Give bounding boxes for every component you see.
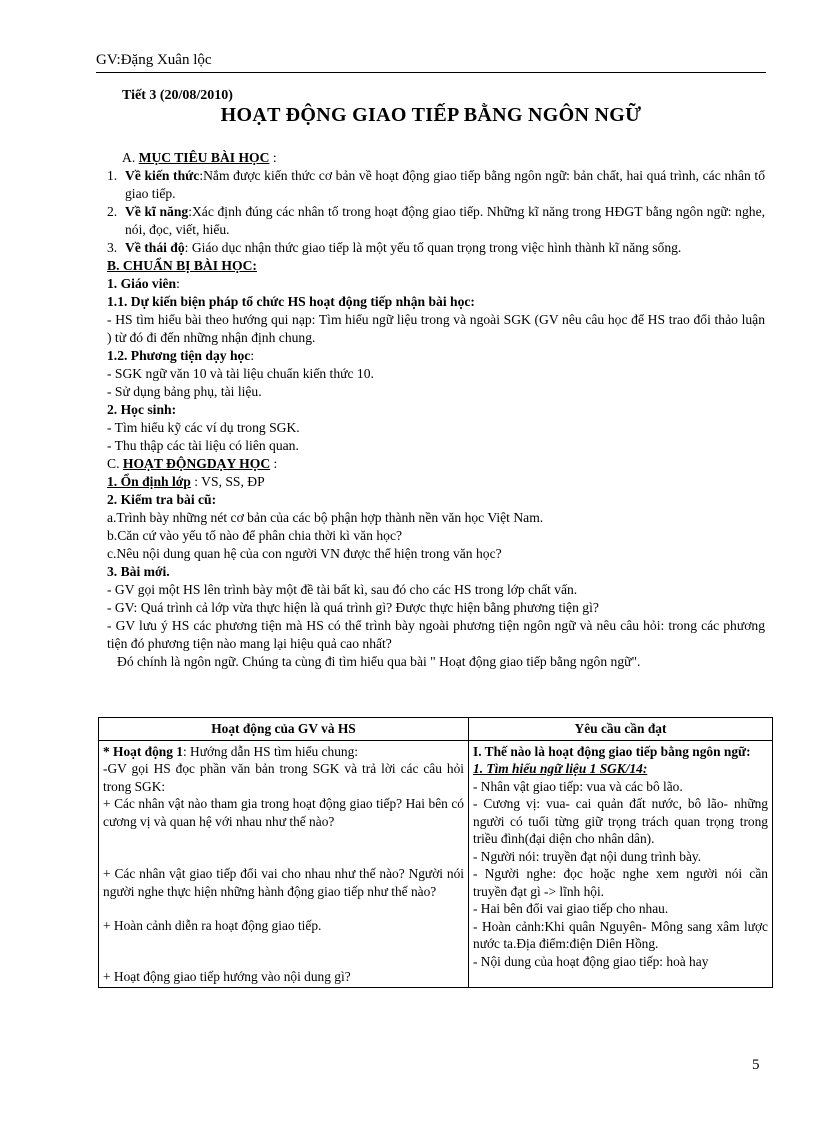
objective-item: 1. Về kiến thức:Nắm được kiến thức cơ bản về hoạt động giao tiếp bằng ngôn ngữ: bản chất, hai quá trình, các nhân tố giao tiếp.: [107, 168, 765, 201]
activities-cell: * Hoạt động 1: Hướng dẫn HS tìm hiểu chung: -GV gọi HS đọc phần văn bản trong SGK và trả lời các câu hỏi trong SGK: + Các nhân vật nào tham gia trong hoạt động giao tiếp? Hai bên có cương vị và quan hệ với nhau như thế nào? + Các nhân vật giao tiếp đổi vai cho nhau như thế nào? Người nói người nghe thực hiện những hành động giao tiếp như thế nào? + Hoàn cảnh diễn ra hoạt động giao tiếp. + Hoạt động giao tiếp hướng vào nội dung gì?: [99, 740, 469, 988]
table-header-row: [99, 718, 773, 741]
page-number: 5: [752, 1057, 760, 1073]
list-item: - SGK ngữ văn 10 và tài liệu chuẩn kiến thức 10.: [107, 366, 374, 381]
table-row: [99, 740, 773, 988]
step-1: 1. Ổn định lớp : VS, SS, ĐP: [107, 474, 265, 489]
list-item: - GV: Quá trình cả lớp vừa thực hiện là quá trình gì? Được thực hiện bằng phương tiện gì?: [107, 600, 599, 615]
header-teacher: GV:Đặng Xuân lộc: [96, 52, 212, 68]
list-item: - Thu thập các tài liệu có liên quan.: [107, 438, 299, 453]
header-divider: [96, 72, 766, 73]
section-b-heading: B. CHUẨN BỊ BÀI HỌC:: [107, 258, 257, 273]
page-title: HOẠT ĐỘNG GIAO TIẾP BẰNG NGÔN NGỮ: [220, 104, 642, 126]
list-item: - GV gọi một HS lên trình bày một đề tài bất kì, sau đó cho các HS trong lớp chất vấn.: [107, 582, 578, 597]
activity-table: [98, 717, 773, 988]
list-item: - Tìm hiểu kỹ các ví dụ trong SGK.: [107, 420, 300, 435]
teacher-heading: 1. Giáo viên:: [107, 276, 180, 291]
section-c-heading: C. HOẠT ĐỘNGDẠY HỌC :: [107, 456, 278, 471]
list-item: c.Nêu nội dung quan hệ của con người VN được thể hiện trong văn học?: [107, 546, 502, 561]
objective-item: 2. Về kĩ năng:Xác định đúng các nhân tố trong hoạt động giao tiếp. Những kĩ năng trong HĐGT bằng ngôn ngữ: nghe, nói, đọc, viết, hiểu.: [107, 204, 766, 237]
list-item: - GV lưu ý HS các phương tiện mà HS có thể trình bày ngoài phương tiện ngôn ngữ và nêu câu hỏi: trong các phương tiện đó phương tiện nào mang lại hiệu quả cao nhất?: [107, 618, 765, 651]
step-2-heading: 2. Kiểm tra bài cũ:: [107, 492, 217, 507]
objective-item: 3. Về thái độ: Giáo dục nhận thức giao tiếp là một yếu tố quan trọng trong việc hình thành kĩ năng sống.: [107, 240, 682, 255]
lesson-label: Tiết 3 (20/08/2010): [122, 88, 233, 103]
col-header-activities: Hoạt động của GV và HS: [99, 718, 469, 741]
requirements-cell: I. Thế nào là hoạt động giao tiếp bằng ngôn ngữ: 1. Tìm hiểu ngữ liệu 1 SGK/14: - Nhân vật giao tiếp: vua và các bô lão. - Cương vị: vua- cai quản đất nước, bô lão- những người có tuổi từng giữ trọng trách quan trọng trong triều đình(đại diện cho nhân dân). - Người nói: truyền đạt nội dung trình bày. - Người nghe: đọc hoặc nghe xem người nói cần truyền đạt gì -> lĩnh hội. - Hai bên đổi vai giao tiếp cho nhau. - Hoàn cảnh:Khi quân Nguyên- Mông sang xâm lược nước ta.Địa điểm:điện Diên Hồng. - Nội dung của hoạt động giao tiếp: hoà hay: [469, 740, 773, 988]
list-item: a.Trình bày những nét cơ bản của các bộ phận hợp thành nền văn học Việt Nam.: [107, 510, 544, 525]
section-a-heading: A. MỤC TIÊU BÀI HỌC :: [122, 150, 277, 165]
step-3-heading: 3. Bài mới.: [107, 564, 170, 579]
list-item: - Sử dụng bảng phụ, tài liệu.: [107, 384, 262, 399]
col-header-requirements: Yêu cầu cần đạt: [469, 718, 773, 741]
list-item: Đó chính là ngôn ngữ. Chúng ta cùng đi tìm hiểu qua bài " Hoạt động giao tiếp bằng ngôn ngữ".: [117, 654, 641, 669]
lesson-body: [107, 149, 765, 671]
list-item: b.Căn cứ vào yếu tố nào để phân chia thời kì văn học?: [107, 528, 403, 543]
subsection-1-1-text: - HS tìm hiểu bài theo hướng qui nạp: Tìm hiểu ngữ liệu trong và ngoài SGK (GV nêu câu học để HS trao đổi thảo luận ) từ đó đi đến những nhận định chung.: [107, 312, 765, 345]
subsection-1-2-heading: 1.2. Phương tiện dạy học:: [107, 348, 255, 363]
subsection-1-1-heading: 1.1. Dự kiến biện pháp tổ chức HS hoạt động tiếp nhận bài học:: [107, 294, 475, 309]
student-heading: 2. Học sinh:: [107, 402, 177, 417]
